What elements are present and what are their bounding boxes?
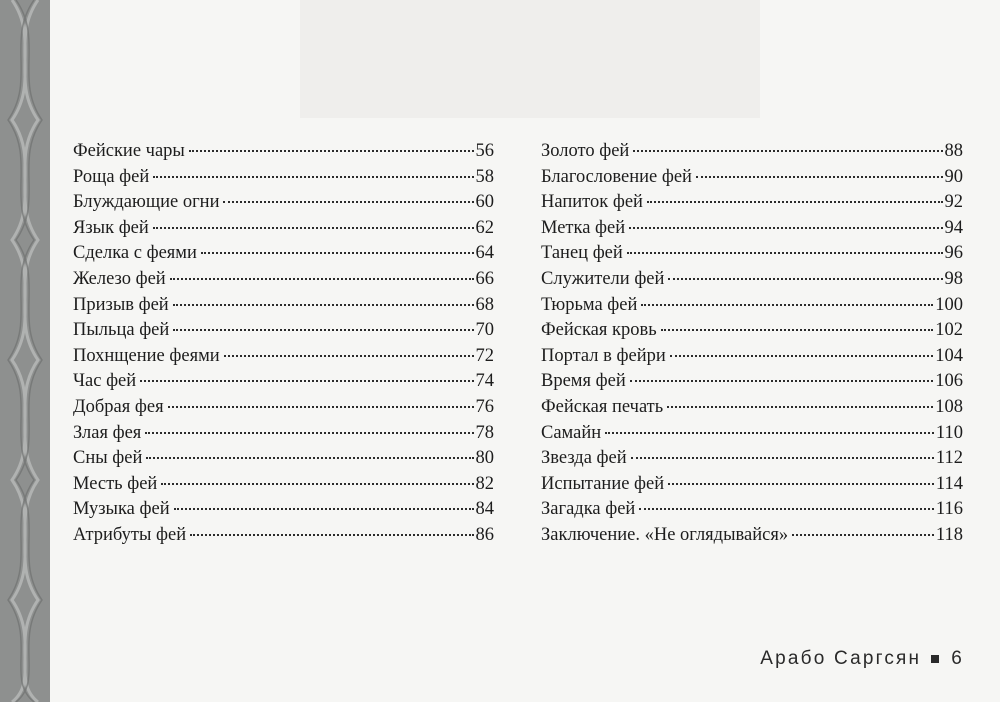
toc-page-number: 62 — [475, 217, 494, 238]
dot-leader — [629, 227, 942, 229]
toc-title: Время фей — [541, 371, 626, 392]
toc-page-number: 70 — [475, 320, 494, 341]
toc-title: Танец фей — [541, 243, 623, 264]
toc-page-number: 110 — [935, 422, 963, 443]
toc-entry — [541, 472, 963, 498]
dot-leader — [190, 534, 473, 536]
toc-entry — [541, 497, 963, 523]
toc-page-number: 78 — [475, 422, 494, 443]
square-bullet-icon — [931, 655, 939, 663]
dot-leader — [153, 227, 474, 229]
toc-entry — [541, 216, 963, 242]
footer-author: Арабо Саргсян — [760, 648, 922, 669]
toc-entry — [541, 139, 963, 165]
toc-title: Золото фей — [541, 141, 630, 161]
dot-leader — [639, 508, 934, 510]
toc-title: Звезда фей — [541, 448, 627, 469]
toc-page-number: 58 — [475, 166, 494, 187]
knotwork-ornament — [0, 0, 50, 702]
toc-title: Пыльца фей — [73, 320, 170, 341]
toc-entry — [541, 190, 963, 216]
toc-page-number: 104 — [935, 345, 963, 366]
toc-title: Сны фей — [73, 448, 143, 469]
toc-entry — [73, 318, 494, 344]
dot-leader — [161, 483, 473, 485]
toc-page-number: 64 — [475, 243, 494, 264]
dot-leader — [670, 355, 933, 357]
toc-title: Служители фей — [541, 268, 665, 289]
toc-title: Портал в фейри — [541, 345, 666, 366]
toc-page-number: 74 — [475, 371, 494, 392]
toc-entry — [73, 267, 494, 293]
dot-leader — [153, 176, 473, 178]
toc-title: Железо фей — [73, 268, 166, 289]
dot-leader — [189, 150, 474, 152]
toc-page-number: 90 — [944, 166, 963, 187]
toc-entry — [73, 497, 494, 523]
footer-page-number: 6 — [951, 648, 964, 669]
toc-page-number: 112 — [935, 448, 963, 469]
dot-leader — [696, 176, 943, 178]
toc-page-number: 116 — [935, 499, 963, 520]
dot-leader — [173, 329, 473, 331]
toc-page-number: 94 — [944, 217, 963, 238]
toc-entry — [541, 421, 963, 447]
dot-leader — [667, 406, 933, 408]
dot-leader — [668, 278, 942, 280]
toc-title: Призыв фей — [73, 294, 169, 315]
toc-page-number: 82 — [475, 473, 494, 494]
toc-title: Испытание фей — [541, 473, 665, 494]
toc-column-right — [541, 139, 963, 549]
toc-page-number: 88 — [944, 141, 963, 161]
page-footer — [760, 648, 964, 670]
toc-entry — [73, 472, 494, 498]
toc-page-number: 72 — [475, 345, 494, 366]
dot-leader — [633, 150, 942, 152]
dot-leader — [224, 355, 474, 357]
toc-entry — [541, 344, 963, 370]
toc-page-number: 106 — [935, 371, 963, 392]
dot-leader — [605, 432, 934, 434]
dot-leader — [627, 252, 943, 254]
toc-page-number: 66 — [475, 268, 494, 289]
toc-title: Фейские чары — [73, 141, 185, 161]
toc-title: Роща фей — [73, 166, 150, 187]
toc-entry — [73, 139, 494, 165]
toc-entry — [541, 165, 963, 191]
toc-page-number: 60 — [475, 192, 494, 213]
dot-leader — [630, 380, 934, 382]
toc-entry — [73, 216, 494, 242]
toc-entry — [73, 165, 494, 191]
toc-title: Добрая фея — [73, 396, 164, 417]
toc-title: Заключение. «Не оглядывайся» — [541, 524, 789, 545]
toc-page-number: 86 — [475, 524, 494, 545]
dot-leader — [145, 432, 473, 434]
toc-page-number: 96 — [944, 243, 963, 264]
toc-title: Злая фея — [73, 422, 142, 443]
dot-leader — [661, 329, 934, 331]
toc-entry — [73, 241, 494, 267]
toc-title: Благословение фей — [541, 166, 692, 187]
toc-page-number: 108 — [935, 396, 963, 417]
dot-leader — [168, 406, 474, 408]
toc-page-number: 68 — [475, 294, 494, 315]
toc-entry — [541, 523, 963, 549]
toc-title: Язык фей — [73, 217, 149, 238]
toc-entry — [73, 344, 494, 370]
dot-leader — [173, 304, 474, 306]
toc-entry — [73, 421, 494, 447]
dot-leader — [174, 508, 474, 510]
toc-title: Музыка фей — [73, 499, 170, 520]
dot-leader — [146, 457, 473, 459]
toc-page-number: 84 — [475, 499, 494, 520]
toc-page-number: 98 — [944, 268, 963, 289]
dot-leader — [792, 534, 934, 536]
toc-entry — [73, 293, 494, 319]
toc-entry — [541, 395, 963, 421]
toc-page-number: 114 — [935, 473, 963, 494]
toc-title: Самайн — [541, 422, 602, 443]
toc-page-number: 102 — [935, 320, 963, 341]
dot-leader — [641, 304, 933, 306]
dot-leader — [140, 380, 473, 382]
toc-title: Тюрьма фей — [541, 294, 638, 315]
toc-title: Час фей — [73, 371, 137, 392]
toc-page-number: 118 — [935, 524, 963, 545]
decorative-border — [0, 0, 50, 702]
toc-entry — [73, 190, 494, 216]
dot-leader — [223, 201, 473, 203]
toc-page-number: 76 — [475, 396, 494, 417]
toc-entry — [541, 293, 963, 319]
dot-leader — [631, 457, 934, 459]
dot-leader — [647, 201, 943, 203]
toc-page-number: 92 — [944, 192, 963, 213]
toc-title: Загадка фей — [541, 499, 636, 520]
toc-entry — [541, 369, 963, 395]
toc-entry — [541, 318, 963, 344]
dot-leader — [668, 483, 934, 485]
toc-entry — [541, 241, 963, 267]
toc-entry — [73, 446, 494, 472]
toc-entry — [541, 446, 963, 472]
toc-title: Фейская печать — [541, 396, 664, 417]
toc-title: Напиток фей — [541, 192, 643, 213]
toc-title: Блуждающие огни — [73, 192, 220, 213]
toc-column-left — [73, 139, 494, 549]
toc-page-number: 56 — [475, 141, 494, 161]
toc-entry — [73, 523, 494, 549]
toc-title: Сделка с феями — [73, 243, 197, 264]
toc-entry — [541, 267, 963, 293]
toc-entry — [73, 369, 494, 395]
toc-page-number: 100 — [935, 294, 963, 315]
toc-entry — [73, 395, 494, 421]
dot-leader — [201, 252, 474, 254]
bleed-through-shadow — [300, 0, 760, 118]
toc-page-number: 80 — [475, 448, 494, 469]
dot-leader — [170, 278, 474, 280]
toc-title: Атрибуты фей — [73, 524, 187, 545]
toc-title: Похнщение феями — [73, 345, 220, 366]
toc-title: Месть фей — [73, 473, 158, 494]
toc-title: Метка фей — [541, 217, 626, 238]
toc-title: Фейская кровь — [541, 320, 657, 341]
